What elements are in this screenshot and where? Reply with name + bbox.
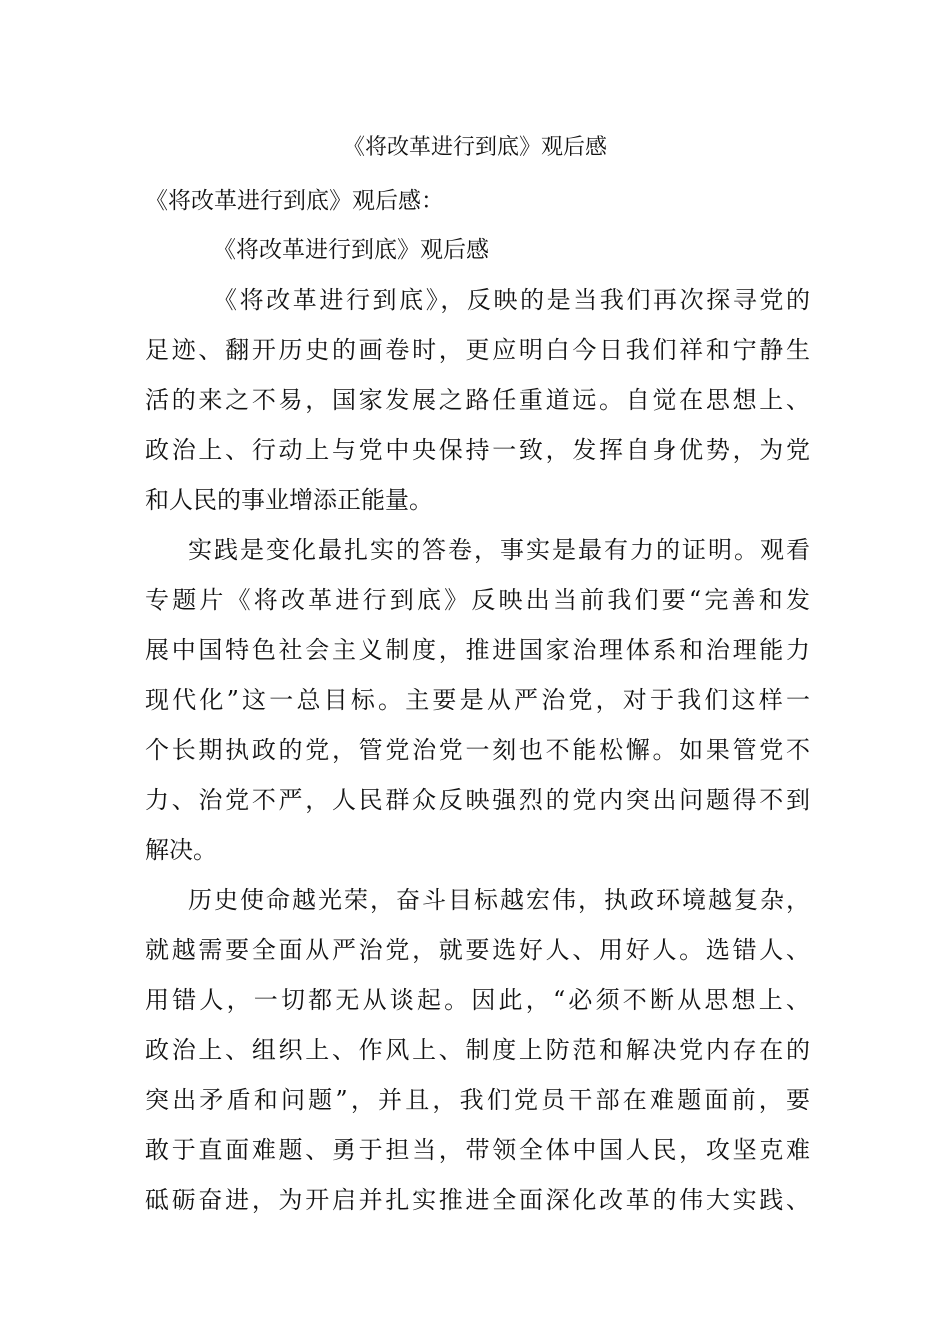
body-line: 《将改革进行到底》，反映的是当我们再次探寻党的: [213, 286, 810, 314]
body-line: 就越需要全面从严治党，就要选好人、用好人。选错人、: [145, 936, 810, 964]
body-line: 政治上、组织上、作风上、制度上防范和解决党内存在的: [145, 1036, 810, 1064]
document-title: 《将改革进行到底》观后感: [342, 135, 607, 160]
body-line: 敢于直面难题、勇于担当，带领全体中国人民，攻坚克难: [145, 1136, 810, 1164]
body-line: 用错人，一切都无从谈起。因此，“必须不断从思想上、: [145, 986, 810, 1014]
body-line: 现代化”这一总目标。主要是从严治党，对于我们这样一: [145, 686, 810, 714]
body-line: 和人民的事业增添正能量。: [145, 486, 433, 514]
body-line: 砥砺奋进，为开启并扎实推进全面深化改革的伟大实践、: [145, 1186, 810, 1214]
body-line: 政治上、行动上与党中央保持一致，发挥自身优势，为党: [145, 436, 810, 464]
body-line: 个长期执政的党，管党治党一刻也不能松懈。如果管党不: [145, 736, 810, 764]
body-line: 力、治党不严，人民群众反映强烈的党内突出问题得不到: [145, 786, 810, 814]
body-line: 突出矛盾和问题”，并且，我们党员干部在难题面前，要: [145, 1086, 810, 1114]
body-line: 专题片《将改革进行到底》反映出当前我们要“完善和发: [145, 586, 810, 614]
body-line: 展中国特色社会主义制度，推进国家治理体系和治理能力: [145, 636, 810, 664]
section-heading: 《将改革进行到底》观后感: [213, 237, 489, 263]
document-subtitle: 《将改革进行到底》观后感：: [145, 188, 444, 214]
body-line: 实践是变化最扎实的答卷，事实是最有力的证明。观看: [188, 536, 810, 564]
body-line: 解决。: [145, 836, 217, 864]
body-line: 足迹、翻开历史的画卷时，更应明白今日我们祥和宁静生: [145, 336, 810, 364]
body-line: 历史使命越光荣，奋斗目标越宏伟，执政环境越复杂，: [188, 886, 810, 914]
body-line: 活的来之不易，国家发展之路任重道远。自觉在思想上、: [145, 386, 810, 414]
